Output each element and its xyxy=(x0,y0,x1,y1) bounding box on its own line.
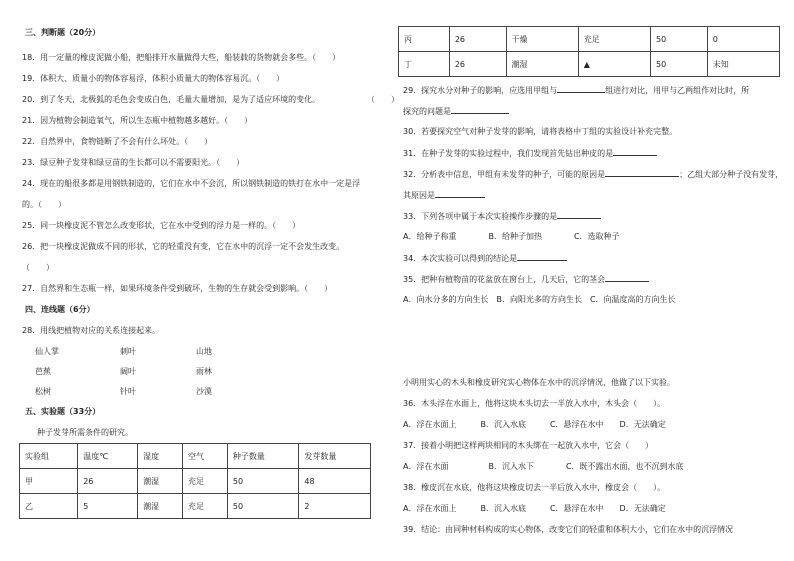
table-header-cell: 湿度 xyxy=(138,444,183,469)
match-habitat-2: 雨林 xyxy=(196,367,212,376)
question-34 xyxy=(403,252,567,264)
answer-blank[interactable] xyxy=(605,168,679,177)
question-33-text: 33．下列各项中属于本次实验操作步骤的是 xyxy=(403,212,558,221)
question-19: 19．体积大、质量小的物体容易浮，体积小质量大的物体容易沉。（ ） xyxy=(22,74,285,83)
table-cell: 50 xyxy=(651,52,708,77)
match-leaf-3: 针叶 xyxy=(120,387,136,396)
question-39: 39．结论：由同种材料构成的实心物体，改变它们的轻重和体积大小，它们在水中的沉浮情况 xyxy=(403,525,734,534)
table-cell: 潮湿 xyxy=(506,52,578,77)
match-leaf-1: 刺叶 xyxy=(120,347,136,356)
table-row xyxy=(20,494,371,519)
question-24: 24．现在的船很多都是用钢铁制造的，它们在水中不会沉，所以钢铁制造的铁打在水中一定是浮 xyxy=(22,179,361,188)
table-header-cell: 实验组 xyxy=(20,444,78,469)
table-cell: 5 xyxy=(78,494,138,519)
question-33-options: A．给种子称重 B．给种子加热 C．选取种子 xyxy=(403,232,620,241)
table-header-cell: 空气 xyxy=(182,444,227,469)
question-29 xyxy=(403,84,749,96)
table-cell: 充足 xyxy=(182,494,227,519)
table-cell: 2 xyxy=(299,494,371,519)
question-34-text: 34．本次实验可以得到的结论是 xyxy=(403,254,518,263)
experiment-intro-2: 小明用实心的木头和橡皮研究实心物体在水中的沉浮情况，他做了以下实验。 xyxy=(403,378,675,387)
match-plant-3: 松树 xyxy=(35,387,51,396)
question-30: 30．若要探究空气对种子发芽的影响，请将表格中丁组的实验设计补充完整。 xyxy=(403,127,678,136)
question-37-options: A．浮在水面 B．沉入水下 C．既不露出水面，也不沉到水底 xyxy=(403,462,684,471)
table-cell: 丙 xyxy=(399,27,450,52)
table-cell: 充足 xyxy=(182,469,227,494)
question-32-text-b: ；乙组大部分种子没有发芽， xyxy=(679,170,784,179)
table-cell: 潮湿 xyxy=(138,494,183,519)
table-cell: 丁 xyxy=(399,52,450,77)
table-cell: 48 xyxy=(299,469,371,494)
question-35 xyxy=(403,273,649,285)
table-cell: 50 xyxy=(227,469,299,494)
experiment-table-right xyxy=(398,26,780,77)
table-header-cell: 发芽数量 xyxy=(299,444,371,469)
table-row xyxy=(399,52,780,77)
question-28: 28．用线把植物对应的关系连接起来。 xyxy=(22,326,161,335)
question-33 xyxy=(403,210,601,222)
table-cell: 0 xyxy=(707,27,779,52)
question-31 xyxy=(403,147,657,159)
question-38: 38．橡皮沉在水底，他将这块橡皮切去一半后放入水中，橡皮会（ ）。 xyxy=(403,483,666,492)
answer-blank[interactable] xyxy=(613,147,657,156)
question-35-options: A．向水分多的方向生长 B．向阳光多的方向生长 C．向温度高的方向生长 xyxy=(403,295,676,304)
question-37: 37．接着小明把这样两块相同的木头绑在一起放入水中，它会（ ） xyxy=(403,441,654,450)
question-20-paren: （ ） xyxy=(367,95,399,104)
question-27: 27．自然界和生态瓶一样，如果环境条件受到破坏，生物的生存就会受到影响。（ ） xyxy=(22,284,333,293)
table-cell: ▲ xyxy=(578,52,650,77)
question-38-options: A．浮在水面上 B．沉入水底 C．悬浮在水中 D．无法确定 xyxy=(403,504,666,513)
question-29-text-c: 探究的问题是 xyxy=(403,107,451,116)
question-18: 18．用一定量的橡皮泥做小船，把船排开水量做得大些，船装载的货物就会多些。（ ） xyxy=(22,53,341,62)
question-29-cont xyxy=(403,105,509,117)
table-cell: 26 xyxy=(449,52,506,77)
table-cell: 26 xyxy=(449,27,506,52)
table-row xyxy=(20,469,371,494)
question-32-cont xyxy=(403,189,485,201)
section-3-title: 三、判断题（20分） xyxy=(25,28,101,37)
question-20: 20．到了冬天，北极狐的毛色会变成白色，毛量大量增加，是为了适应环境的变化。 xyxy=(22,95,321,104)
match-habitat-1: 山地 xyxy=(196,347,212,356)
table-row xyxy=(399,27,780,52)
table-cell: 50 xyxy=(227,494,299,519)
answer-blank[interactable] xyxy=(605,273,649,282)
section-4-title: 四、连线题（6分） xyxy=(25,305,95,314)
table-cell: 干燥 xyxy=(506,27,578,52)
table-cell: 未知 xyxy=(707,52,779,77)
experiment-intro: 种子发芽所需条件的研究。 xyxy=(37,428,133,437)
match-plant-2: 芭蕉 xyxy=(35,367,51,376)
experiment-table-left xyxy=(19,443,371,519)
question-29-text-b: 组进行对比，用甲与乙两组作对比时，所 xyxy=(605,86,750,95)
question-35-text: 35．把种有植物苗的花盆放在窗台上，几天后，它的茎会 xyxy=(403,275,606,284)
answer-blank[interactable] xyxy=(557,84,605,93)
table-cell: 甲 xyxy=(20,469,78,494)
table-cell: 26 xyxy=(78,469,138,494)
question-29-text: 29．探究水分对种子的影响，应选用甲组与 xyxy=(403,86,558,95)
table-cell: 乙 xyxy=(20,494,78,519)
question-21: 21．因为植物会制造氧气，所以生态瓶中植物越多越好。（ ） xyxy=(22,116,253,125)
question-32-text-c: 其原因是 xyxy=(403,191,435,200)
table-header-cell: 种子数量 xyxy=(227,444,299,469)
table-cell: 充足 xyxy=(578,27,650,52)
question-31-text: 31．在种子发芽的实验过程中，我们发现首先钻出种皮的是 xyxy=(403,149,614,158)
question-22: 22．自然界中，食物链断了不会有什么坏处。（ ） xyxy=(22,137,213,146)
question-36-options: A．浮在水面上 B．沉入水底 C．悬浮在水中 D．无法确定 xyxy=(403,420,666,429)
question-26: 26．把一块橡皮泥做成不同的形状，它的轻重没有变，它在水中的沉浮一定不会发生改变。 xyxy=(22,242,345,251)
table-header-cell: 温度℃ xyxy=(78,444,138,469)
table-header-row xyxy=(20,444,371,469)
section-5-title: 五、实验题（33分） xyxy=(25,407,101,416)
answer-blank[interactable] xyxy=(557,210,601,219)
match-plant-1: 仙人掌 xyxy=(35,347,59,356)
match-leaf-2: 阔叶 xyxy=(120,367,136,376)
question-32 xyxy=(403,168,783,180)
question-26-paren: （ ） xyxy=(22,263,54,272)
question-36: 36．木头浮在水面上，他将这块木头切去一半放入水中，木头会（ ）。 xyxy=(403,399,666,408)
table-cell: 50 xyxy=(651,27,708,52)
answer-blank[interactable] xyxy=(451,105,509,114)
match-habitat-3: 沙漠 xyxy=(196,387,212,396)
question-23: 23．绿豆种子发芽和绿豆苗的生长都可以不需要阳光。（ ） xyxy=(22,158,245,167)
question-24-cont: 的。（ ） xyxy=(22,200,66,209)
question-32-text: 32．分析表中信息，甲组有未发芽的种子，可能的原因是 xyxy=(403,170,606,179)
question-25: 25．同一块橡皮泥不管怎么改变形状，它在水中受到的浮力是一样的。（ ） xyxy=(22,221,301,230)
table-cell: 潮湿 xyxy=(138,469,183,494)
answer-blank[interactable] xyxy=(435,189,485,198)
answer-blank[interactable] xyxy=(517,252,567,261)
